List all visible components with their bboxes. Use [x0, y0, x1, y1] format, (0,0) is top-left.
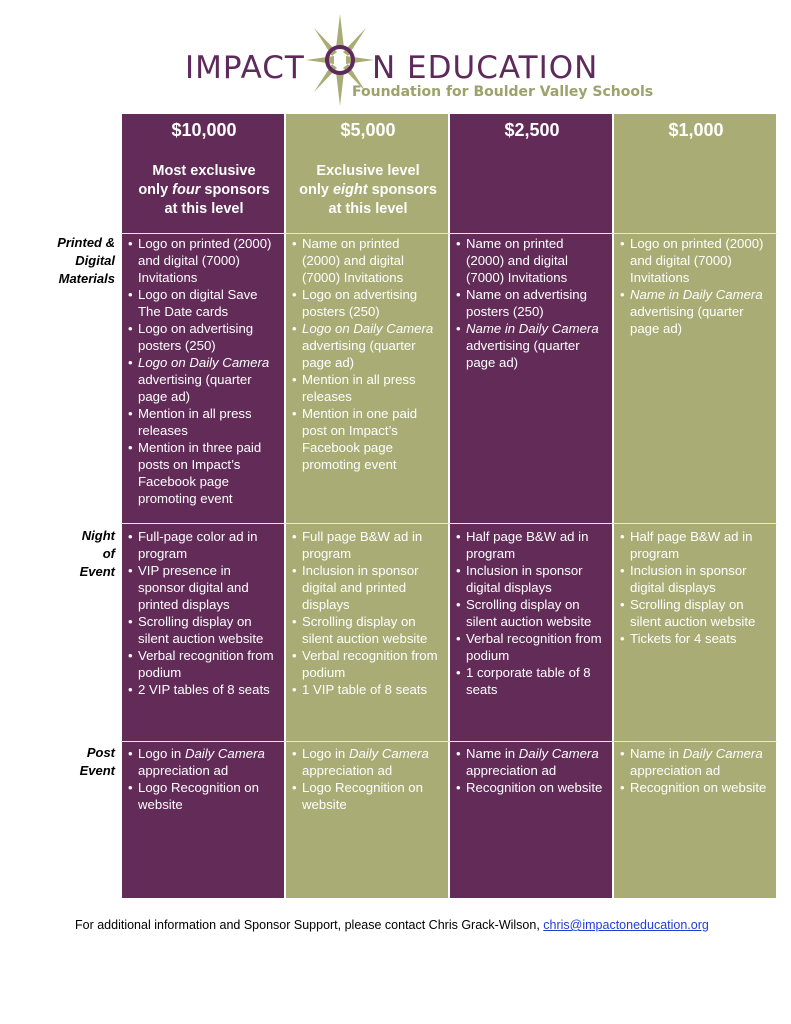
benefit-item: [127, 286, 277, 320]
benefit-item: [127, 681, 277, 698]
row-divider: [121, 741, 777, 742]
benefit-text: advertising (quarter page ad): [466, 338, 580, 370]
footer-text: For additional information and Sponsor Support, please contact Chris Grack-Wilson,: [75, 918, 544, 932]
benefit-list: [455, 745, 605, 796]
benefit-item: [291, 681, 441, 698]
benefit-item: [455, 745, 605, 779]
benefit-list: [127, 235, 277, 507]
contact-email-link[interactable]: chris@impactoneducation.org: [543, 918, 709, 932]
benefit-item: [291, 613, 441, 647]
row-divider: [121, 523, 777, 524]
benefit-text: Logo on printed (2000) and digital (7000) Invitations: [138, 236, 272, 285]
benefit-text: Logo on advertising posters (250): [302, 287, 418, 319]
tagline: Foundation for Boulder Valley Schools: [352, 84, 654, 100]
benefit-item: [127, 562, 277, 613]
row-label-line: Digital: [75, 253, 115, 268]
benefit-text: Half page B&W ad in program: [630, 529, 753, 561]
header-logo: [0, 0, 791, 112]
benefit-text: Logo Recognition on website: [138, 780, 259, 812]
benefit-text: Tickets for 4 seats: [630, 631, 737, 646]
tier-column-2500: [449, 113, 613, 899]
benefit-item: [619, 562, 769, 596]
benefit-text: appreciation ad: [630, 763, 721, 778]
benefit-emphasis: Daily Camera: [184, 746, 265, 761]
benefit-text: Inclusion in sponsor digital displays: [630, 563, 747, 595]
benefit-text: Logo Recognition on website: [302, 780, 423, 812]
benefit-item: [127, 405, 277, 439]
logo-text-left: IMPACT: [185, 50, 305, 86]
benefit-item: [619, 630, 769, 647]
footer-contact: [75, 918, 709, 932]
benefit-item: [455, 664, 605, 698]
benefit-item: [619, 528, 769, 562]
tier-price: $1,000: [668, 120, 724, 140]
benefit-list: [619, 235, 769, 337]
benefit-list: [455, 235, 605, 371]
benefit-text: Mention in three paid posts on Impact’s Facebook page promoting event: [138, 440, 262, 506]
row-label-post: [22, 744, 115, 780]
benefit-text: advertising (quarter page ad): [630, 304, 744, 336]
level-line: at this level: [164, 201, 244, 217]
benefit-text: Scrolling display on silent auction website: [630, 597, 756, 629]
benefit-emphasis: Logo on Daily Camera: [138, 355, 270, 370]
benefit-text: Logo in: [138, 746, 185, 761]
benefit-item: [291, 371, 441, 405]
tier-price: $10,000: [171, 120, 237, 140]
benefit-text: Recognition on website: [466, 780, 603, 795]
row-label-line: Event: [79, 763, 115, 778]
benefit-item: [455, 779, 605, 796]
row-label-night: [22, 527, 115, 581]
level-line: at this level: [328, 201, 408, 217]
benefit-item: [291, 286, 441, 320]
benefit-text: 2 VIP tables of 8 seats: [138, 682, 270, 697]
row-label-line: Printed &: [57, 235, 115, 250]
tier-column-10000: [121, 113, 285, 899]
benefit-item: [619, 286, 769, 337]
benefit-item: [455, 320, 605, 371]
benefit-text: Inclusion in sponsor digital displays: [466, 563, 583, 595]
benefit-item: [127, 613, 277, 647]
level-emphasis: four: [172, 182, 201, 198]
benefit-text: 1 corporate table of 8 seats: [466, 665, 591, 697]
benefit-item: [291, 647, 441, 681]
benefit-text: Half page B&W ad in program: [466, 529, 589, 561]
benefit-text: advertising (quarter page ad): [302, 338, 416, 370]
benefit-item: [127, 354, 277, 405]
benefit-item: [455, 562, 605, 596]
benefit-text: 1 VIP table of 8 seats: [302, 682, 428, 697]
benefit-text: Name in: [630, 746, 683, 761]
level-text: sponsors: [200, 182, 270, 198]
benefit-emphasis: Name in Daily Camera: [466, 321, 599, 336]
benefit-text: Name in: [466, 746, 519, 761]
level-text: only: [299, 182, 333, 198]
benefit-text: Full-page color ad in program: [138, 529, 258, 561]
benefit-item: [291, 779, 441, 813]
benefit-text: Mention in all press releases: [302, 372, 416, 404]
benefit-text: Mention in one paid post on Impact’s Facebook page promoting event: [302, 406, 418, 472]
benefit-list: [127, 745, 277, 813]
row-label-line: Materials: [58, 271, 115, 286]
benefit-text: Logo on advertising posters (250): [138, 321, 254, 353]
benefit-item: [455, 596, 605, 630]
benefit-list: [127, 528, 277, 698]
row-label-line: Post: [86, 745, 115, 760]
benefit-item: [291, 745, 441, 779]
benefit-text: Mention in all press releases: [138, 406, 252, 438]
row-divider: [121, 233, 777, 234]
level-text: sponsors: [367, 182, 437, 198]
tier-column-5000: [285, 113, 449, 899]
row-label-line: of: [102, 546, 115, 561]
benefit-text: Logo on printed (2000) and digital (7000) Invitations: [630, 236, 764, 285]
row-label-printed: [22, 234, 115, 288]
benefit-text: appreciation ad: [466, 763, 557, 778]
benefit-text: appreciation ad: [302, 763, 393, 778]
benefit-item: [127, 320, 277, 354]
benefit-item: [455, 528, 605, 562]
benefit-list: [291, 528, 441, 698]
benefit-item: [291, 528, 441, 562]
benefit-list: [291, 235, 441, 473]
benefit-item: [455, 235, 605, 286]
benefit-text: Verbal recognition from podium: [466, 631, 602, 663]
level-line: Exclusive level: [316, 163, 420, 179]
level-emphasis: eight: [332, 182, 368, 198]
benefit-text: Name on printed (2000) and digital (7000) Invitations: [466, 236, 568, 285]
benefit-text: Name on advertising posters (250): [466, 287, 587, 319]
benefit-list: [619, 528, 769, 647]
level-line: [286, 181, 450, 200]
logo-text-right: N EDUCATION: [372, 50, 599, 86]
benefit-text: Name on printed (2000) and digital (7000) Invitations: [302, 236, 404, 285]
benefit-item: [127, 528, 277, 562]
benefit-item: [127, 235, 277, 286]
benefit-text: advertising (quarter page ad): [138, 372, 252, 404]
tier-price: $2,500: [504, 120, 560, 140]
sponsor-table: [0, 113, 791, 901]
benefit-text: VIP presence in sponsor digital and printed displays: [138, 563, 249, 612]
benefit-emphasis: Logo on Daily Camera: [302, 321, 434, 336]
row-label-line: Night: [81, 528, 115, 543]
benefit-text: Full page B&W ad in program: [302, 529, 423, 561]
benefit-emphasis: Name in Daily Camera: [630, 287, 763, 302]
benefit-item: [291, 320, 441, 371]
benefit-item: [291, 562, 441, 613]
row-label-line: Event: [79, 564, 115, 579]
benefit-item: [619, 745, 769, 779]
tier-level-description: [286, 162, 450, 219]
benefit-item: [455, 286, 605, 320]
benefit-emphasis: Daily Camera: [348, 746, 429, 761]
level-text: only: [138, 182, 173, 198]
benefit-item: [127, 745, 277, 779]
benefit-text: Verbal recognition from podium: [302, 648, 438, 680]
benefit-item: [291, 405, 441, 473]
benefit-item: [619, 596, 769, 630]
level-line: [122, 181, 286, 200]
benefit-text: Recognition on website: [630, 780, 767, 795]
benefit-list: [455, 528, 605, 698]
benefit-item: [291, 235, 441, 286]
benefit-list: [619, 745, 769, 796]
benefit-text: Logo on digital Save The Date cards: [138, 287, 258, 319]
benefit-text: Verbal recognition from podium: [138, 648, 274, 680]
benefit-text: Scrolling display on silent auction website: [138, 614, 264, 646]
benefit-text: Inclusion in sponsor digital and printed displays: [302, 563, 419, 612]
benefit-text: Scrolling display on silent auction website: [466, 597, 592, 629]
benefit-item: [127, 779, 277, 813]
benefit-item: [455, 630, 605, 664]
tier-price: $5,000: [340, 120, 396, 140]
benefit-item: [127, 647, 277, 681]
level-line: Most exclusive: [152, 163, 256, 179]
benefit-text: Scrolling display on silent auction website: [302, 614, 428, 646]
tier-column-1000: [613, 113, 777, 899]
benefit-text: appreciation ad: [138, 763, 229, 778]
benefit-item: [619, 779, 769, 796]
tier-level-description: [122, 162, 286, 219]
benefit-item: [127, 439, 277, 507]
benefit-emphasis: Daily Camera: [518, 746, 599, 761]
benefit-emphasis: Daily Camera: [682, 746, 763, 761]
benefit-list: [291, 745, 441, 813]
benefit-item: [619, 235, 769, 286]
benefit-text: Logo in: [302, 746, 349, 761]
